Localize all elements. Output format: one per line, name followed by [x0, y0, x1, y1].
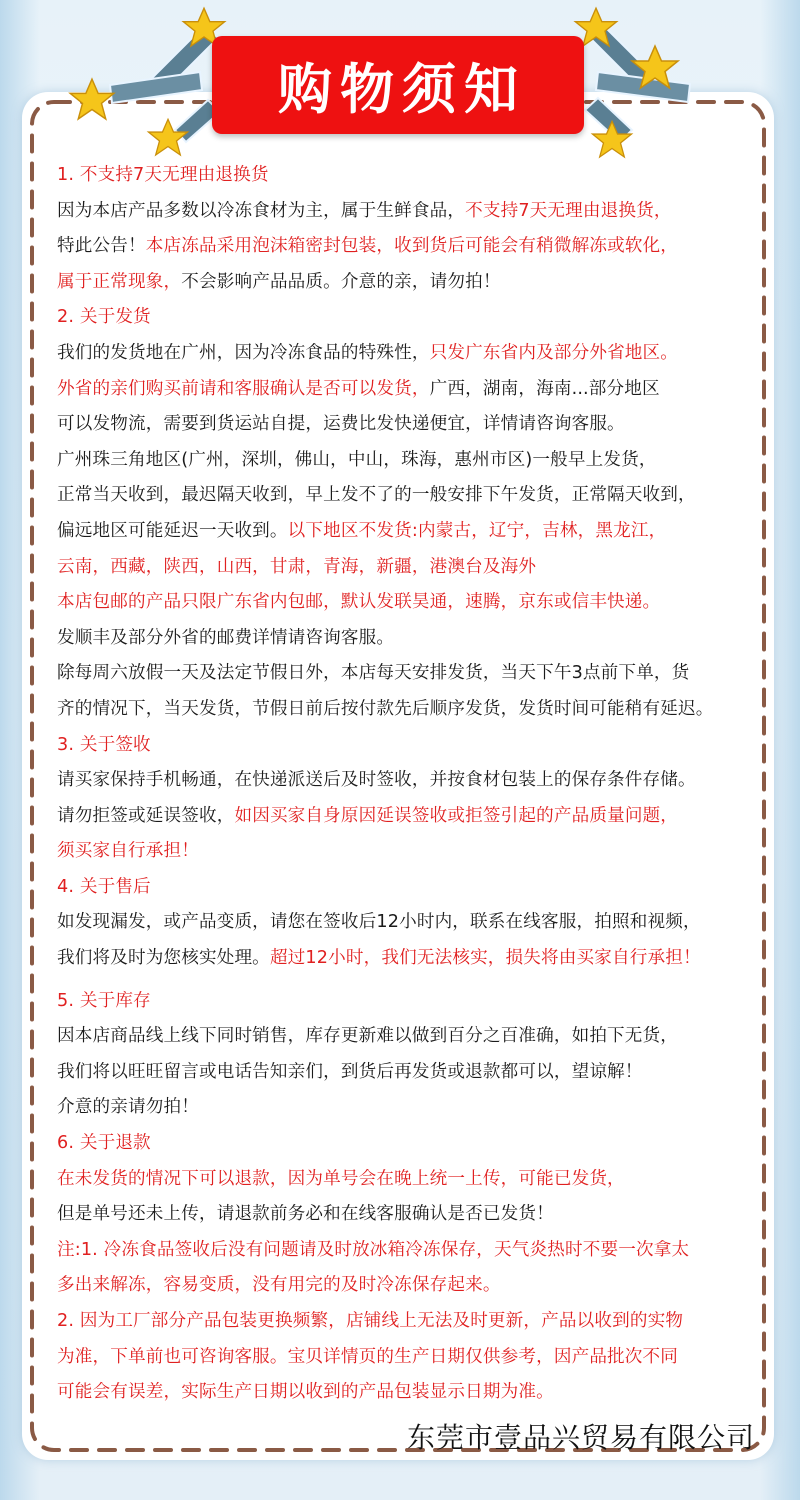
section-heading: 3. 关于签收 — [57, 734, 151, 755]
film-strip-icon — [110, 25, 220, 142]
text-line: 广州珠三角地区(广州，深圳，佛山，中山，珠海，惠州市区)一般早上发货， — [57, 449, 657, 470]
text-line: 请勿拒签或延误签收，如因买家自身原因延误签收或拒签引起的产品质量问题， — [57, 805, 679, 826]
text-line: 因为本店产品多数以冷冻食材为主，属于生鲜食品，不支持7天无理由退换货， — [57, 200, 672, 221]
text-line: 因本店商品线上线下同时销售，库存更新难以做到百分之百准确，如拍下无货， — [57, 1026, 679, 1047]
text-line: 介意的亲请勿拍！ — [57, 1097, 199, 1118]
note-line: 注:1. 冷冻食品签收后没有问题请及时放冰箱冷冻保存，天气炎热时不要一次拿太 — [57, 1239, 690, 1260]
text-line: 属于正常现象，不会影响产品品质。介意的亲，请勿拍！ — [57, 271, 501, 292]
star-icon — [70, 79, 114, 119]
text-line: 云南，西藏，陕西，山西，甘肃，青海，新疆，港澳台及海外 — [57, 556, 537, 577]
page-title: 购物须知 — [278, 57, 526, 121]
text-line: 除每周六放假一天及法定节假日外，本店每天安排发货，当天下午3点前下单，货 — [57, 663, 690, 684]
note-line: 可能会有误差，实际生产日期以收到的产品包装显示日期为准。 — [57, 1382, 554, 1403]
text-line: 我们的发货地在广州，因为冷冻食品的特殊性，只发广东省内及部分外省地区。 — [57, 342, 679, 363]
note-line: 多出来解冻，容易变质，没有用完的及时冷冻保存起来。 — [57, 1275, 501, 1296]
notice-content — [57, 158, 792, 1411]
text-line: 正常当天收到，最迟隔天收到，早上发不了的一般安排下午发货，正常隔天收到， — [57, 485, 696, 506]
text-line: 须买家自行承担！ — [57, 841, 199, 862]
text-line: 但是单号还未上传，请退款前务必和在线客服确认是否已发货！ — [57, 1204, 554, 1225]
note-line: 2. 因为工厂部分产品包装更换频繁，店铺线上无法及时更新，产品以收到的实物 — [57, 1311, 684, 1331]
text-line: 本店包邮的产品只限广东省内包邮，默认发联昊通，速腾，京东或信丰快递。 — [57, 592, 661, 613]
text-line: 如发现漏发，或产品变质，请您在签收后12小时内，联系在线客服，拍照和视频， — [57, 912, 701, 933]
section-heading: 4. 关于售后 — [57, 876, 151, 897]
section-heading: 1. 不支持7天无理由退换货 — [57, 165, 269, 185]
section-heading: 6. 关于退款 — [57, 1133, 151, 1154]
film-strip-icon — [585, 25, 690, 142]
section-heading: 2. 关于发货 — [57, 307, 151, 328]
text-line: 请买家保持手机畅通，在快递派送后及时签收，并按食材包装上的保存条件存储。 — [57, 770, 696, 791]
text-line: 可以发物流，需要到货运站自提，运费比发快递便宜，详情请咨询客服。 — [57, 414, 625, 435]
text-line: 外省的亲们购买前请和客服确认是否可以发货，广西，湖南，海南...部分地区 — [57, 378, 660, 399]
text-line: 齐的情况下，当天发货，节假日前后按付款先后顺序发货，发货时间可能稍有延迟。 — [57, 698, 714, 719]
text-line: 特此公告！本店冻品采用泡沫箱密封包装，收到货后可能会有稍微解冻或软化， — [57, 236, 679, 257]
company-name: 东莞市壹品兴贸易有限公司 — [406, 1421, 755, 1454]
text-line: 我们将及时为您核实处理。超过12小时，我们无法核实，损失将由买家自行承担！ — [57, 948, 701, 969]
text-line: 偏远地区可能延迟一天收到。以下地区不发货:内蒙古，辽宁，吉林，黑龙江， — [57, 520, 667, 541]
section-heading: 5. 关于库存 — [57, 990, 151, 1011]
text-line: 我们将以旺旺留言或电话告知亲们，到货后再发货或退款都可以，望谅解！ — [57, 1061, 643, 1082]
note-line: 为准，下单前也可咨询客服。宝贝详情页的生产日期仅供参考，因产品批次不同 — [57, 1346, 679, 1367]
text-line: 发顺丰及部分外省的邮费详情请咨询客服。 — [57, 627, 395, 648]
title-banner — [212, 36, 584, 134]
text-line: 在未发货的情况下可以退款，因为单号会在晚上统一上传，可能已发货， — [57, 1168, 625, 1189]
